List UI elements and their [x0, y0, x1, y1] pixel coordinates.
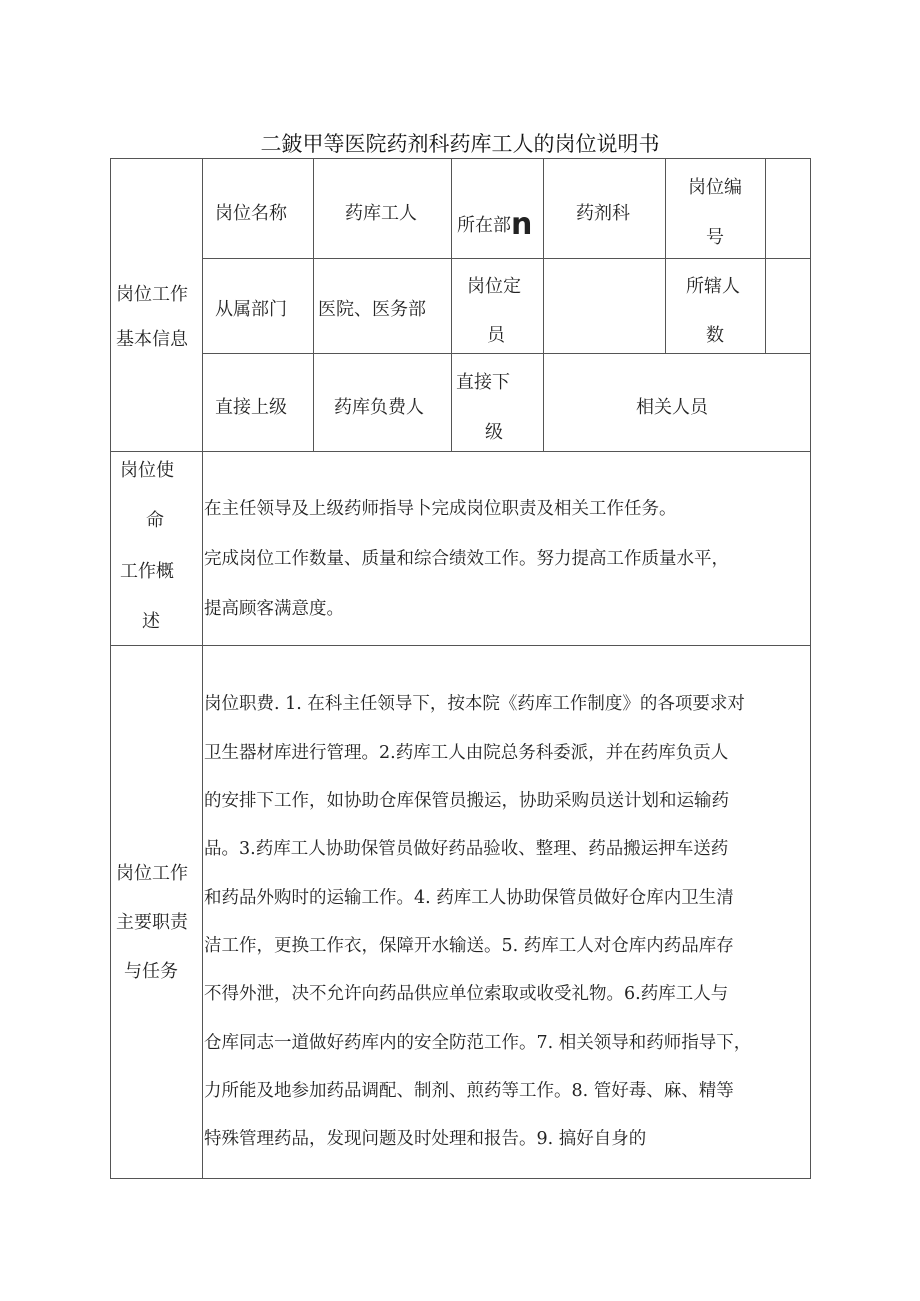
- row1-bottom: [202, 258, 811, 259]
- basic-info-label-line1: 岗位工作: [116, 284, 188, 305]
- table-top-border: [110, 158, 811, 159]
- affiliated-label: 从属部门: [215, 299, 287, 320]
- basic-info-bottom: [110, 451, 811, 452]
- duties-label-line2: 主要职责: [116, 912, 188, 933]
- duties-text-line: 岗位职费. 1. 在科主任领导下，按本院《药库工作制度》的各项要求对: [204, 694, 745, 714]
- basic-info-label-line2: 基本信息: [116, 329, 188, 350]
- post-number-label-line2: 号: [706, 227, 724, 248]
- table-bottom-border: [110, 1178, 811, 1179]
- duties-text-line: 力所能及地参加药品调配、制剂、煎药等工作。8. 管好毒、麻、精等: [204, 1081, 734, 1101]
- staffing-label-line2: 员: [487, 325, 505, 346]
- duties-text-line: 卫生器材库进行管理。2.药库工人由院总务科委派，并在药库负贡人: [204, 743, 729, 763]
- duties-label-line1: 岗位工作: [116, 863, 188, 884]
- post-number-label-line1: 岗位编: [688, 177, 742, 198]
- superior-value: 药库负费人: [334, 397, 424, 418]
- mission-label-line3: 工作概: [120, 561, 174, 582]
- mission-label-line2: 命: [146, 510, 164, 531]
- col-divider-1: [313, 158, 314, 452]
- col-divider-5: [765, 158, 766, 354]
- duties-text-line: 不得外泄，决不允许向药品供应单位索取或收受礼物。6.药库工人与: [204, 984, 729, 1004]
- duties-text-line: 和药品外购时的运输工作。4. 药库工人协助保管员做好仓库内卫生清: [204, 888, 734, 908]
- duties-text-line: 品。3.药库工人协助保管员做好药品验收、整理、药品搬运押车送药: [204, 839, 729, 859]
- duties-text-line: 洁工作，更换工作衣，保障开水输送。5. 药库工人对仓库内药品库存: [204, 936, 734, 956]
- affiliated-value: 医院、医务部: [318, 299, 426, 320]
- mission-label-line1: 岗位使: [120, 460, 174, 481]
- mission-text-line: 提高顾客满意度。: [204, 599, 344, 619]
- direct-sub-label-line2: 级: [485, 422, 503, 443]
- document-title: 二鈹甲等医院药剂科药库工人的岗位说明书: [260, 132, 660, 156]
- table-left-border: [110, 158, 111, 1179]
- department-label-prefix: 所在部: [457, 215, 511, 236]
- staffing-label-line1: 岗位定: [467, 276, 521, 297]
- superior-label: 直接上级: [215, 397, 287, 418]
- department-value: 药剂科: [576, 203, 630, 224]
- post-name-value: 药库工人: [345, 203, 417, 224]
- row2-bottom: [202, 353, 811, 354]
- subordinates-label-line2: 数: [706, 325, 724, 346]
- mission-bottom: [110, 645, 811, 646]
- duties-label-line3: 与任务: [124, 961, 178, 982]
- duties-text-line: 的安排下工作，如协助仓库保管员搬运，协助采购员送计划和运输药: [204, 791, 729, 811]
- col-divider-4: [665, 158, 666, 354]
- subordinates-label-line1: 所辖人: [686, 276, 740, 297]
- post-name-label: 岗位名称: [215, 203, 287, 224]
- mission-label-line4: 述: [142, 611, 160, 632]
- department-label: [457, 204, 533, 242]
- duties-text-line: 特殊管理药品，发现问题及时处理和报告。9. 搞好自身的: [204, 1129, 647, 1149]
- col-divider-2: [451, 158, 452, 452]
- department-label-suffix: n: [511, 207, 533, 242]
- label-column-divider: [202, 158, 203, 1179]
- mission-text-line: 完成岗位工作数量、质量和综合绩效工作。努力提高工作质量水平，: [204, 549, 729, 569]
- col-divider-3: [543, 158, 544, 452]
- duties-text-line: 仓库同志一道做好药库内的安全防范工作。7. 相关领导和药师指导下，: [204, 1033, 752, 1053]
- mission-text-line: 在主任领导及上级药师指导卜完成岗位职责及相关工作任务。: [204, 499, 677, 519]
- direct-sub-label-line1: 直接下: [456, 372, 510, 393]
- table-right-border: [810, 158, 811, 1179]
- direct-sub-value: 相关人员: [636, 397, 708, 418]
